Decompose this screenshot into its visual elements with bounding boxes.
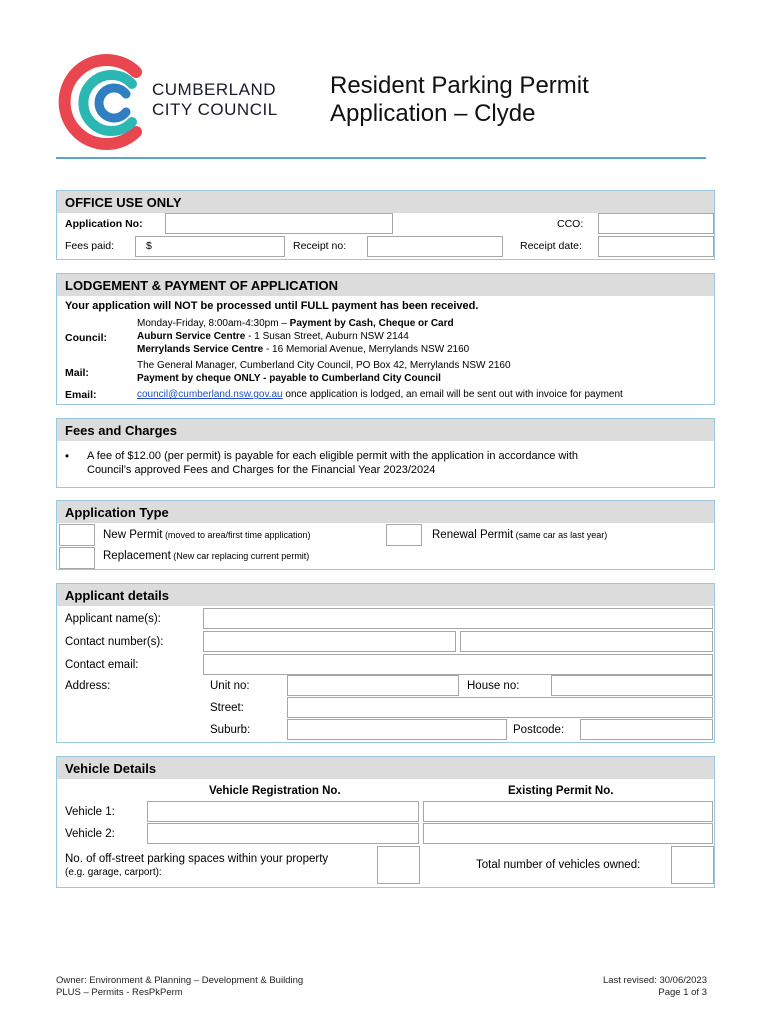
council-logo-icon — [58, 50, 158, 150]
merrylands-centre: Merrylands Service Centre - 16 Memorial Avenue, Merrylands NSW 2160 — [137, 344, 470, 355]
fees-paid-label: Fees paid: — [65, 240, 115, 252]
fees-paid-field[interactable] — [135, 236, 285, 257]
email-label: Email: — [65, 389, 97, 401]
suburb-field[interactable] — [287, 719, 507, 740]
receipt-date-field[interactable] — [598, 236, 714, 257]
bullet: • — [65, 451, 70, 463]
footer-owner: Owner: Environment & Planning – Development & Building — [56, 975, 304, 986]
vehicle-1-label: Vehicle 1: — [65, 806, 115, 818]
header-divider — [56, 157, 706, 159]
unit-no-field[interactable] — [287, 675, 459, 696]
page-title: Resident Parking Permit Application – Clyde — [330, 72, 589, 127]
lodgement-section — [56, 273, 715, 405]
fee-text-line1: A fee of $12.00 (per permit) is payable for each eligible permit with the application in accordance with — [87, 450, 578, 462]
new-permit-label: New Permit (moved to area/first time application) — [103, 529, 311, 541]
vehicle-rego-column-header: Vehicle Registration No. — [209, 785, 341, 797]
vehicle-1-rego-field[interactable] — [147, 801, 419, 822]
receipt-no-label: Receipt no: — [293, 240, 347, 252]
payment-warning: Your application will NOT be processed until FULL payment has been received. — [65, 300, 479, 312]
contact-number-1-field[interactable] — [203, 631, 456, 652]
parking-spaces-label: No. of off-street parking spaces within your property — [65, 853, 329, 865]
renewal-permit-label: Renewal Permit (same car as last year) — [432, 529, 608, 541]
address-label: Address: — [65, 680, 111, 692]
contact-numbers-label: Contact number(s): — [65, 636, 164, 648]
new-permit-checkbox[interactable] — [59, 524, 95, 546]
fee-text-line2: Council’s approved Fees and Charges for the Financial Year 2023/2024 — [87, 464, 436, 476]
cco-field[interactable] — [598, 213, 714, 234]
application-type-section — [56, 500, 715, 570]
existing-permit-column-header: Existing Permit No. — [508, 785, 614, 797]
cco-label: CCO: — [557, 218, 584, 230]
mail-address: The General Manager, Cumberland City Council, PO Box 42, Merrylands NSW 2160 — [137, 360, 511, 371]
vehicle-section — [56, 756, 715, 888]
footer-ref: PLUS – Permits - ResPkPerm — [56, 987, 183, 998]
footer-right — [603, 975, 707, 999]
auburn-centre: Auburn Service Centre - 1 Susan Street, Auburn NSW 2144 — [137, 331, 409, 342]
vehicle-2-permit-field[interactable] — [423, 823, 713, 844]
postcode-field[interactable] — [580, 719, 713, 740]
receipt-no-field[interactable] — [367, 236, 503, 257]
fees-section — [56, 418, 715, 488]
footer-page: Page 1 of 3 — [658, 987, 707, 998]
office-use-heading: OFFICE USE ONLY — [57, 191, 714, 213]
council-label: Council: — [65, 332, 107, 344]
parking-spaces-hint: (e.g. garage, carport): — [65, 867, 162, 878]
contact-number-2-field[interactable] — [460, 631, 713, 652]
parking-spaces-field[interactable] — [377, 846, 420, 884]
lodgement-heading: LODGEMENT & PAYMENT OF APPLICATION — [57, 274, 714, 296]
postcode-label: Postcode: — [513, 724, 565, 736]
suburb-label: Suburb: — [210, 724, 251, 736]
contact-email-field[interactable] — [203, 654, 713, 675]
footer-left — [56, 975, 303, 999]
application-type-heading: Application Type — [57, 501, 714, 523]
application-no-label: Application No: — [65, 218, 143, 230]
street-label: Street: — [210, 702, 244, 714]
house-no-field[interactable] — [551, 675, 713, 696]
replacement-checkbox[interactable] — [59, 547, 95, 569]
applicant-heading: Applicant details — [57, 584, 714, 606]
applicant-names-field[interactable] — [203, 608, 713, 629]
council-logo-text: CUMBERLAND CITY COUNCIL — [152, 80, 278, 119]
vehicle-2-label: Vehicle 2: — [65, 828, 115, 840]
replacement-label: Replacement (New car replacing current permit) — [103, 550, 310, 562]
renewal-permit-checkbox[interactable] — [386, 524, 422, 546]
vehicle-1-permit-field[interactable] — [423, 801, 713, 822]
receipt-date-label: Receipt date: — [520, 240, 582, 252]
mail-payment-note: Payment by cheque ONLY - payable to Cumberland City Council — [137, 373, 441, 384]
house-no-label: House no: — [467, 680, 520, 692]
dollar-sign: $ — [146, 240, 152, 252]
application-no-field[interactable] — [165, 213, 393, 234]
footer-revised: Last revised: 30/06/2023 — [602, 975, 707, 986]
council-email-link[interactable]: council@cumberland.nsw.gov.au — [137, 389, 283, 400]
council-hours: Monday-Friday, 8:00am-4:30pm – Payment by Cash, Cheque or Card — [137, 318, 454, 329]
contact-email-label: Contact email: — [65, 659, 139, 671]
unit-no-label: Unit no: — [210, 680, 250, 692]
total-vehicles-label: Total number of vehicles owned: — [476, 859, 641, 871]
applicant-names-label: Applicant name(s): — [65, 613, 161, 625]
email-line: council@cumberland.nsw.gov.au once application is lodged, an email will be sent out with invoice for payment — [137, 389, 623, 400]
mail-label: Mail: — [65, 367, 89, 379]
street-field[interactable] — [287, 697, 713, 718]
applicant-section — [56, 583, 715, 743]
total-vehicles-field[interactable] — [671, 846, 714, 884]
vehicle-2-rego-field[interactable] — [147, 823, 419, 844]
office-use-section — [56, 190, 715, 260]
vehicle-heading: Vehicle Details — [57, 757, 714, 779]
fees-heading: Fees and Charges — [57, 419, 714, 441]
